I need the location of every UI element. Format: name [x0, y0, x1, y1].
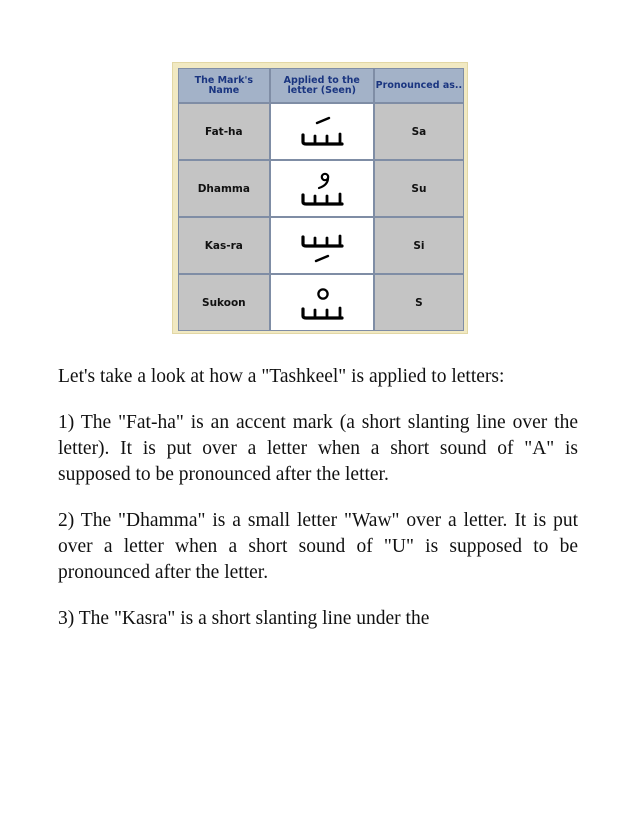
intro-paragraph: Let's take a look at how a "Tashkeel" is applied to letters: — [58, 366, 505, 387]
seen-glyph-cell — [270, 217, 374, 274]
header-applied-letter: Applied to the letter (Seen) — [270, 68, 374, 103]
tashkeel-table-frame — [172, 62, 468, 334]
pronounced-cell: Su — [374, 160, 464, 217]
pronounced-cell: Sa — [374, 103, 464, 160]
table-row — [178, 160, 464, 217]
seen-glyph-cell — [270, 274, 374, 331]
seen-sukoon-glyph-icon — [297, 282, 347, 324]
header-pronounced: Pronounced as.. — [374, 68, 464, 103]
table-row — [178, 103, 464, 160]
table-row — [178, 274, 464, 331]
table-row — [178, 217, 464, 274]
seen-fatha-glyph-icon — [297, 111, 347, 153]
seen-glyph-cell — [270, 103, 374, 160]
kasra-paragraph: 3) The "Kasra" is a short slanting line under the — [58, 608, 430, 629]
mark-name-cell: Sukoon — [178, 274, 270, 331]
mark-name-cell: Kas-ra — [178, 217, 270, 274]
seen-dhamma-glyph-icon — [297, 168, 347, 210]
mark-name-cell: Dhamma — [178, 160, 270, 217]
fatha-paragraph: 1) The "Fat-ha" is an accent mark (a short slanting line over the letter). It is put over a letter when a short sound of "A" is supposed to be pronounced after the letter. — [58, 412, 578, 485]
tashkeel-table — [178, 68, 464, 331]
mark-name-cell: Fat-ha — [178, 103, 270, 160]
header-mark-name: The Mark's Name — [178, 68, 270, 103]
body-text — [58, 364, 578, 652]
pronounced-cell: S — [374, 274, 464, 331]
pronounced-cell: Si — [374, 217, 464, 274]
seen-glyph-cell — [270, 160, 374, 217]
dhamma-paragraph: 2) The "Dhamma" is a small letter "Waw" over a letter. It is put over a letter when a short sound of "U" is supposed to be pronounced after the letter. — [58, 510, 578, 583]
seen-kasra-glyph-icon — [297, 225, 347, 267]
table-header-row — [178, 68, 464, 103]
